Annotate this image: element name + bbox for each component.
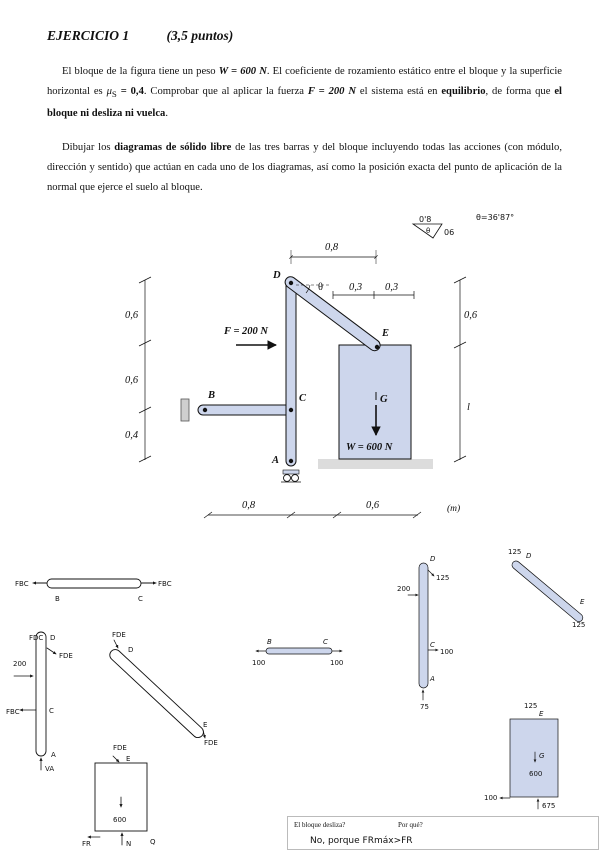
text-run: = 0,4: [116, 86, 144, 97]
fbd5-bar: [419, 563, 428, 688]
point-g-label: G: [380, 394, 388, 405]
point-e-label: E: [382, 328, 390, 339]
bar-ad: [286, 278, 296, 466]
dim-label-left-04: 0,4: [125, 430, 139, 441]
fbd2-200: 200: [13, 660, 27, 668]
fbd5-75: 75: [420, 703, 429, 711]
dim-label-top-08: 0,8: [325, 242, 339, 253]
dim-label-03b: 0,3: [385, 282, 399, 293]
fbd3-fde: FDE: [112, 631, 126, 639]
fbd7-e: E: [126, 755, 131, 763]
fbd5-125: 125: [436, 574, 450, 582]
fbd4-c: C: [323, 638, 328, 646]
units-label: (m): [447, 504, 461, 514]
point-b-label: B: [208, 390, 216, 401]
text-run: S: [111, 89, 117, 100]
fbd3-d: D: [128, 646, 134, 654]
fbd3-bar: [108, 647, 206, 740]
dim-label-left-06a: 0,6: [125, 310, 139, 321]
fbd2-fde: FDE: [59, 652, 73, 660]
fbd3-e: E: [203, 721, 208, 729]
wall-support: [181, 399, 189, 421]
text-run: equilibrio: [441, 86, 486, 97]
exercise-points: (3,5 puntos): [166, 28, 234, 43]
text-run: W = 600 N: [218, 66, 267, 77]
point-c-label: C: [299, 393, 307, 404]
text-run: . Comprobar que al aplicar la fuerza: [143, 86, 308, 97]
note-06: 06: [444, 228, 455, 237]
text-run: diagramas de sólido libre: [114, 142, 232, 153]
fbd4-bar: [266, 648, 332, 654]
fbd6-d: D: [526, 552, 532, 560]
fbd3-fde-2: FDE: [204, 739, 218, 747]
text-run: F = 200 N: [307, 86, 356, 97]
ground: [318, 459, 433, 469]
note-theta: θ: [426, 227, 431, 235]
dim-label-left-06b: 0,6: [125, 375, 139, 386]
bar-bc: [198, 405, 296, 415]
fbd2-d: D: [50, 634, 56, 642]
fbd5-200: 200: [397, 585, 411, 593]
weight-label: W = 600 N: [346, 442, 393, 453]
text-run: Dibujar los: [62, 142, 115, 153]
fbd6-e: E: [580, 598, 585, 606]
fbd7-fde: FDE: [113, 744, 127, 752]
fbd1-c: C: [138, 595, 143, 603]
fbd2-bar: [36, 632, 46, 756]
pin-b: [203, 408, 207, 412]
fbd1-fbc-right: FBC: [158, 580, 172, 588]
roller-plate: [283, 470, 299, 474]
bar-de: [283, 275, 382, 353]
question-slides: El bloque desliza?: [294, 821, 346, 829]
text-run: el bloque ni desliza ni vuelca: [47, 86, 562, 120]
fbd6-125b: 125: [572, 621, 586, 629]
fbd2-fdc: FDC: [29, 634, 44, 642]
fbd7-q: Q: [150, 838, 156, 846]
fbd1-b: B: [55, 595, 60, 603]
fbd1-fbc-left: FBC: [15, 580, 29, 588]
fbd5-a: A: [430, 675, 435, 683]
dim-label-right-06: 0,6: [464, 310, 478, 321]
pin-e: [375, 345, 379, 349]
text-run: .: [165, 108, 168, 120]
pin-d: [289, 281, 293, 285]
roller-left: [284, 475, 291, 482]
fbd2-va: VA: [45, 765, 55, 773]
fbd6-125: 125: [508, 548, 522, 556]
fbd8-block: [510, 719, 558, 797]
fbd5-d: D: [430, 555, 436, 563]
dim-label-03a: 0,3: [349, 282, 363, 293]
fbd7-n: N: [126, 840, 132, 848]
dim-label-bottom-08: 0,8: [242, 500, 256, 511]
fbd6-bar: [510, 559, 584, 623]
text-run: . El coeficiente de rozamiento estático entre el bloque y la superficie horizontal es: [47, 66, 562, 97]
fbd2-c: C: [49, 707, 54, 715]
force-f-label: F = 200 N: [224, 326, 269, 337]
fbd5-100: 100: [440, 648, 454, 656]
point-a-label: A: [272, 455, 280, 466]
text-run: , de forma que: [485, 86, 555, 97]
fbd4-b: B: [267, 638, 272, 646]
theta-label: θ: [318, 282, 324, 293]
question-why: Por qué?: [398, 821, 423, 829]
fbd7-600: 600: [113, 816, 127, 824]
fbd2-a: A: [51, 751, 56, 759]
fbd5-c: C: [430, 641, 435, 649]
fbd7-fr: FR: [82, 840, 91, 848]
fbd8-g: G: [539, 752, 545, 760]
pin-a: [289, 459, 293, 463]
exercise-title: EJERCICIO 1: [47, 28, 130, 43]
fbd8-600: 600: [529, 770, 543, 778]
fbd2-fbc: FBC: [6, 708, 20, 716]
fbd8-100: 100: [484, 794, 498, 802]
dim-label-l: l: [467, 402, 470, 413]
fbd1-bar: [47, 579, 141, 588]
handwritten-note: [413, 213, 514, 238]
note-angle: θ=36'87°: [476, 213, 515, 222]
dim-label-bottom-06: 0,6: [366, 500, 380, 511]
answer-box: [287, 816, 599, 850]
text-run: μ: [106, 86, 112, 97]
fbd8-125: 125: [524, 702, 538, 710]
fbd4-100-left: 100: [252, 659, 266, 667]
fbd8-675: 675: [542, 802, 556, 810]
handwritten-answer: No, porque FRmáx>FR: [310, 836, 413, 846]
fbd4-100-right: 100: [330, 659, 344, 667]
text-run: el sistema está en: [356, 86, 442, 97]
roller-right: [292, 475, 299, 482]
text-run: de las tres barras y del bloque incluyendo todas las acciones (con módulo, dirección y sentido) que actúan en cada uno de los diagramas, así como la posición exacta del punto de aplicación de la normal que ejerce el suelo al bloque.: [47, 142, 562, 193]
text-run: El bloque de la figura tiene un peso: [62, 66, 219, 77]
pin-c: [289, 408, 293, 412]
fbd8-e: E: [539, 710, 544, 718]
note-08: 0'8: [419, 215, 432, 224]
point-d-label: D: [273, 270, 281, 281]
